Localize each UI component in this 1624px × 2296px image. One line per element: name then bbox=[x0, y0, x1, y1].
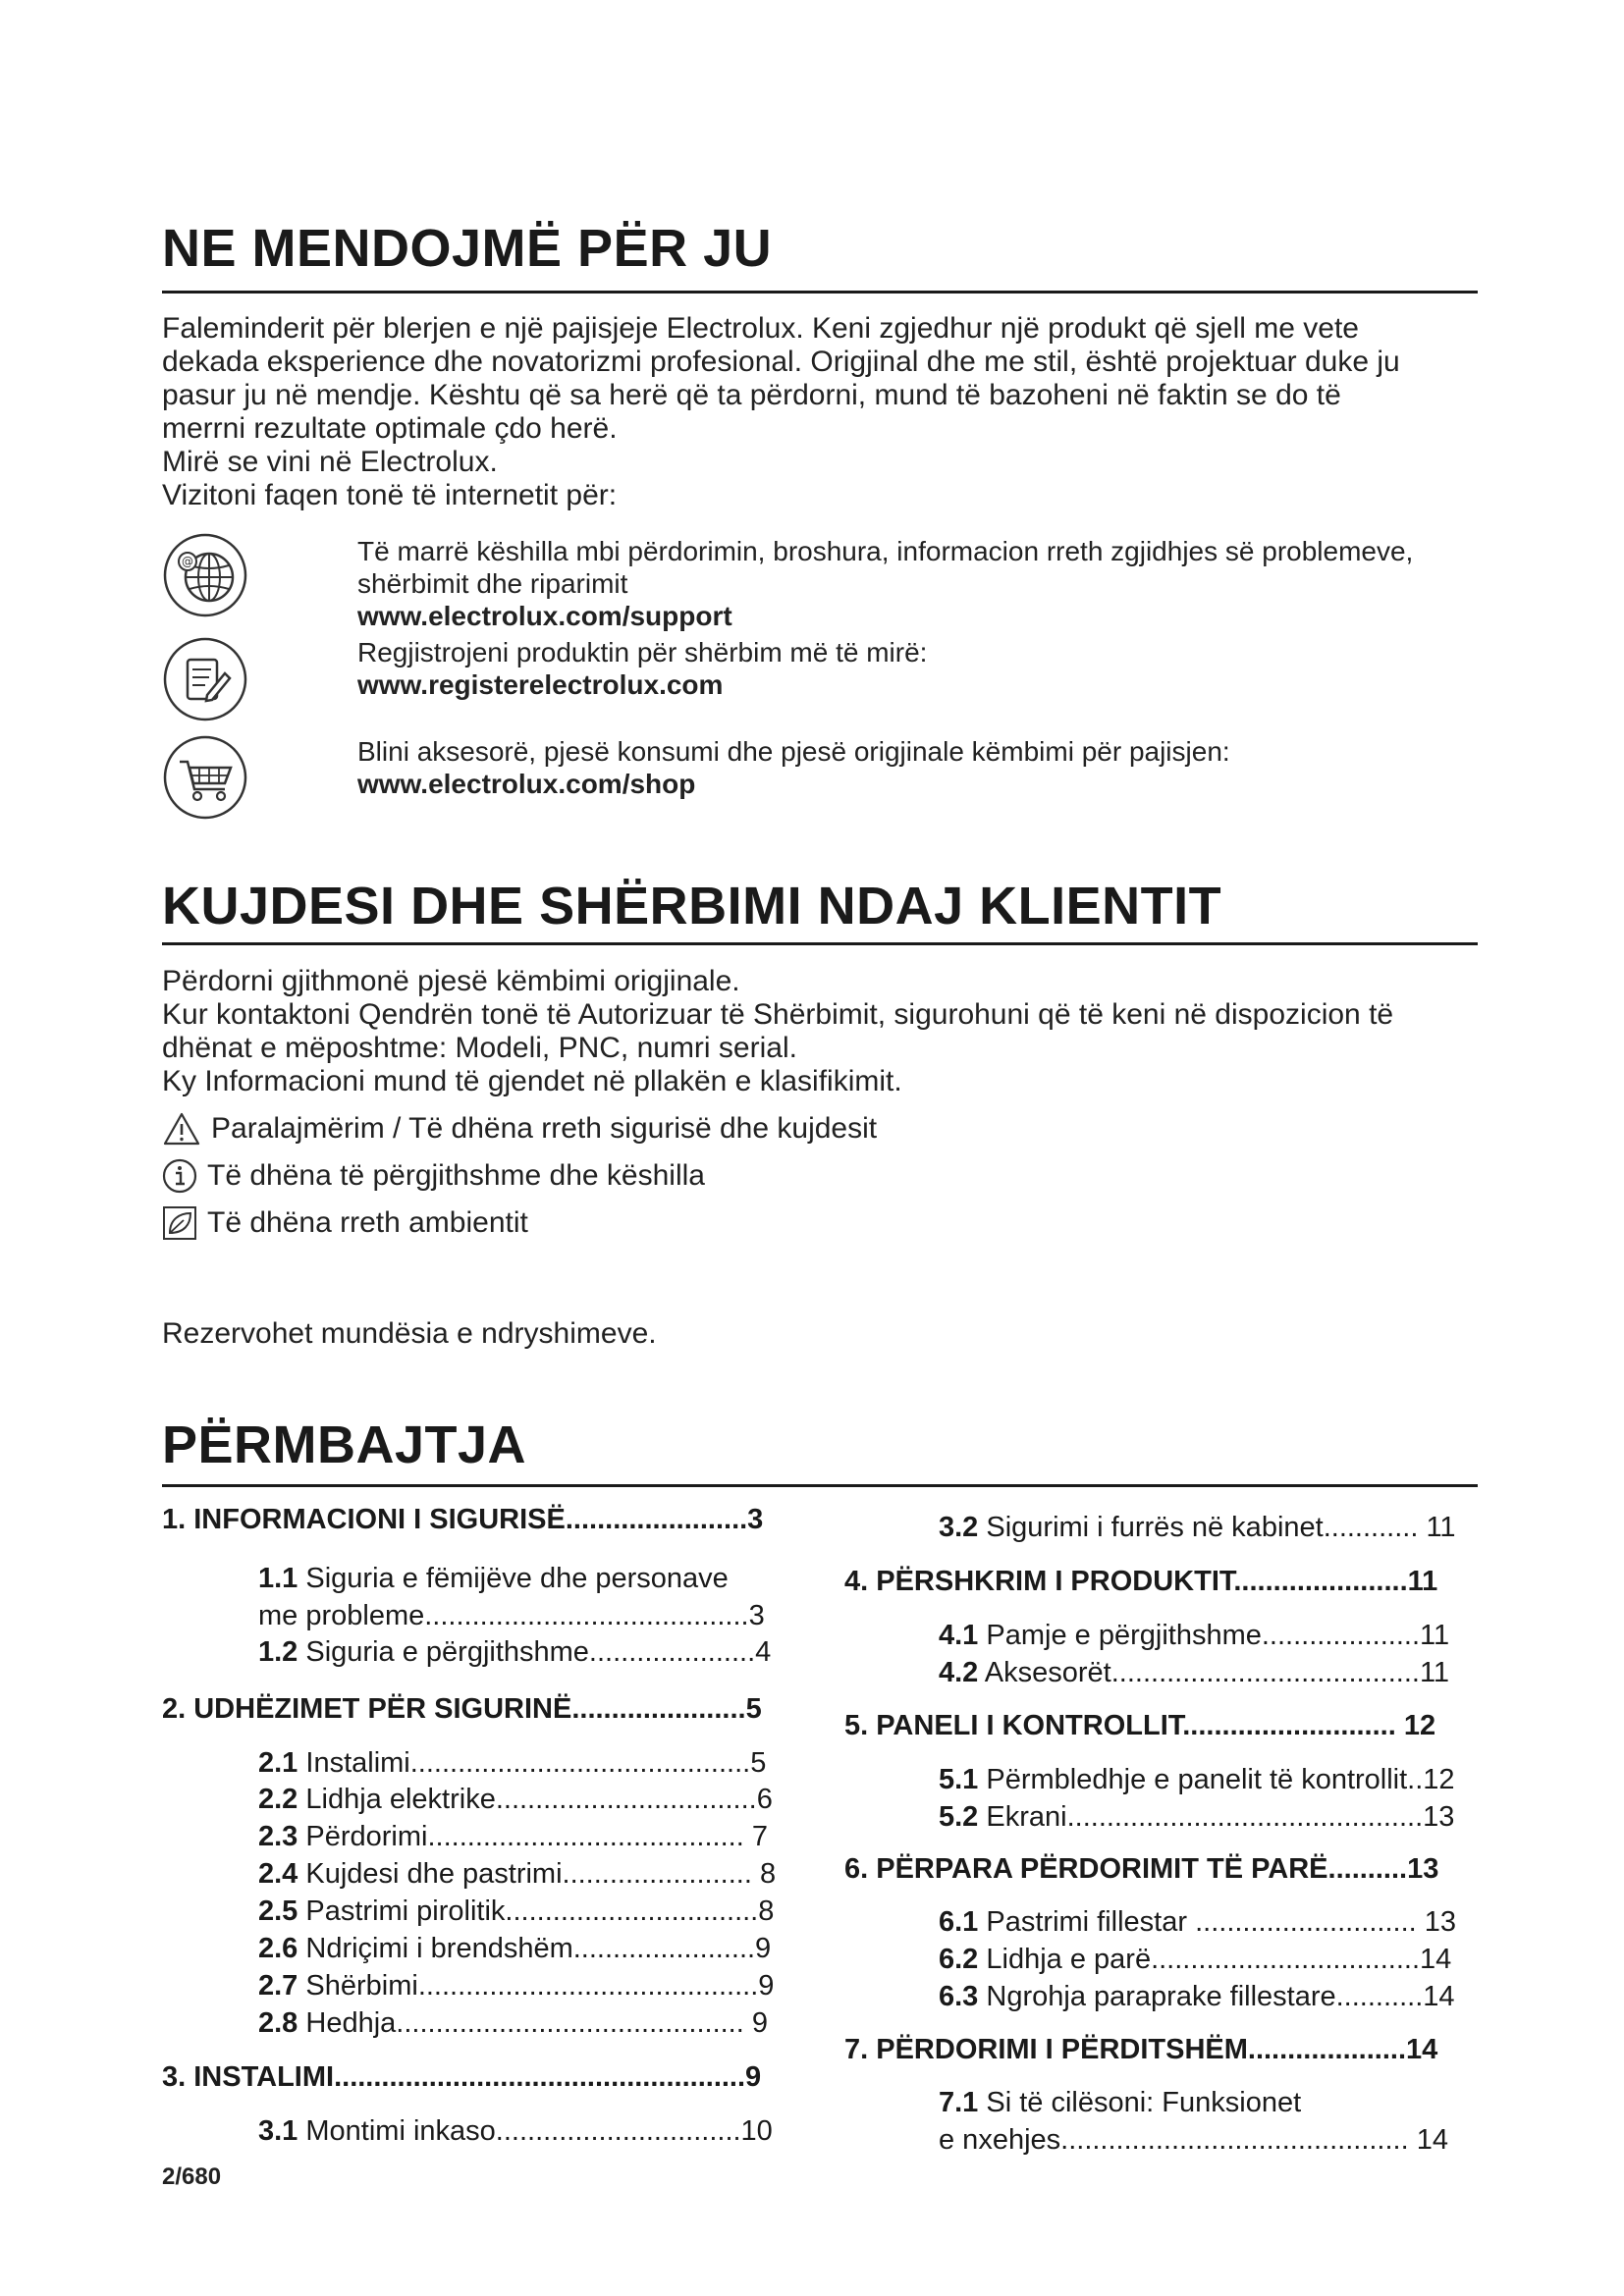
toc-item[interactable] bbox=[939, 1944, 1451, 1976]
toc-item-text: Përmbledhje e panelit të kontrollit..12 bbox=[978, 1764, 1455, 1795]
toc-item[interactable] bbox=[939, 1512, 1456, 1544]
toc-item-text: Pastrimi fillestar ............................ 13 bbox=[978, 1906, 1456, 1938]
toc-item-number: 2.4 bbox=[258, 1858, 298, 1890]
toc-item[interactable] bbox=[258, 1896, 774, 1928]
toc-item[interactable] bbox=[258, 2115, 773, 2148]
toc-item-number: 4.1 bbox=[939, 1620, 979, 1651]
toc-item[interactable] bbox=[258, 2007, 768, 2040]
changes-note-text: Rezervohet mundësia e ndryshimeve. bbox=[162, 1317, 657, 1350]
toc-heading[interactable]: 4. PËRSHKRIM I PRODUKTIT......................11 bbox=[844, 1566, 1438, 1597]
toc-item-number: 7.1 bbox=[939, 2087, 979, 2118]
toc-item-number: 2.7 bbox=[258, 1970, 298, 2002]
toc-item-text: Ngrohja paraprake fillestare...........14 bbox=[978, 1981, 1455, 2012]
toc-item[interactable] bbox=[939, 1801, 1454, 1834]
shopping-cart-icon bbox=[162, 734, 248, 821]
toc-item-number: 2.2 bbox=[258, 1784, 298, 1815]
toc-item-number: 6.1 bbox=[939, 1906, 979, 1938]
service-line: dhënat e mëposhtme: Modeli, PNC, numri serial. bbox=[162, 1032, 797, 1064]
toc-item-continuation[interactable]: e nxehjes............................................ 14 bbox=[939, 2124, 1448, 2156]
toc-item-text: Montimi inkaso...............................10 bbox=[298, 2115, 773, 2147]
toc-item-number: 3.2 bbox=[939, 1512, 979, 1543]
service-line: Ky Informacioni mund të gjendet në pllakën e klasifikimit. bbox=[162, 1065, 902, 1097]
toc-item-text: Sigurimi i furrës në kabinet............ 11 bbox=[978, 1512, 1456, 1543]
legend-text: Paralajmërim / Të dhëna rreth sigurisë dhe kujdesit bbox=[211, 1112, 878, 1145]
legend-text: Të dhëna rreth ambientit bbox=[207, 1206, 528, 1239]
visit-register bbox=[357, 636, 927, 701]
toc-item-text: Siguria e përgjithshme.....................4 bbox=[298, 1636, 772, 1668]
toc-item-number: 6.3 bbox=[939, 1981, 979, 2012]
intro-line: Mirë se vini në Electrolux. bbox=[162, 446, 498, 478]
toc-heading[interactable]: 3. INSTALIMI....................................................9 bbox=[162, 2061, 762, 2093]
service-line: Përdorni gjithmonë pjesë këmbimi origjinale. bbox=[162, 965, 740, 997]
toc-item-text: Shërbimi...........................................9 bbox=[298, 1970, 775, 2002]
toc-item-text: Si të cilësoni: Funksionet bbox=[978, 2087, 1302, 2118]
toc-item-text: Pamje e përgjithshme....................11 bbox=[978, 1620, 1450, 1651]
toc-item-number: 3.1 bbox=[258, 2115, 298, 2147]
toc-item-number: 2.3 bbox=[258, 1821, 298, 1852]
toc-item-number: 2.1 bbox=[258, 1747, 298, 1779]
toc-item-text: Përdorimi........................................ 7 bbox=[298, 1821, 768, 1852]
toc-item-number: 5.2 bbox=[939, 1801, 979, 1833]
visit-line: shërbimit dhe riparimit bbox=[357, 568, 628, 599]
toc-heading[interactable]: 6. PËRPARA PËRDORIMIT TË PARË..........13 bbox=[844, 1853, 1439, 1885]
register-link[interactable]: www.registerelectrolux.com bbox=[357, 669, 724, 700]
toc-item[interactable] bbox=[258, 1933, 771, 1965]
visit-line: Blini aksesorë, pjesë konsumi dhe pjesë origjinale këmbimi për pajisjen: bbox=[357, 736, 1230, 767]
title-rule bbox=[162, 1484, 1478, 1487]
visit-line: Regjistrojeni produktin për shërbim më të mirë: bbox=[357, 637, 928, 667]
toc-heading[interactable]: 1. INFORMACIONI I SIGURISË.......................3 bbox=[162, 1504, 764, 1535]
support-link[interactable]: www.electrolux.com/support bbox=[357, 601, 732, 631]
globe-icon bbox=[162, 532, 248, 618]
toc-item[interactable] bbox=[939, 1906, 1456, 1939]
shop-link[interactable]: www.electrolux.com/shop bbox=[357, 769, 696, 799]
toc-item[interactable] bbox=[258, 1747, 766, 1780]
toc-item-text: Siguria e fëmijëve dhe personave bbox=[298, 1563, 729, 1594]
intro-line: pasur ju në mendje. Kështu që sa herë që ta përdorni, mund të bazoheni në faktin se do të bbox=[162, 379, 1341, 411]
toc-item-text: Instalimi...........................................5 bbox=[298, 1747, 767, 1779]
toc-item-number: 5.1 bbox=[939, 1764, 979, 1795]
section-title-customer-care: KUJDESI DHE SHËRBIMI NDAJ KLIENTIT bbox=[162, 877, 1222, 935]
toc-item-text: Pastrimi pirolitik................................8 bbox=[298, 1896, 775, 1927]
toc-item-number: 6.2 bbox=[939, 1944, 979, 1975]
legend-environment bbox=[162, 1205, 528, 1241]
toc-heading[interactable]: 2. UDHËZIMET PËR SIGURINË......................5 bbox=[162, 1693, 762, 1725]
changes-note bbox=[162, 1317, 1478, 1351]
page-number: 2/680 bbox=[162, 2163, 222, 2190]
intro-line: Vizitoni faqen tonë të internetit për: bbox=[162, 479, 618, 511]
toc-item[interactable] bbox=[258, 1563, 729, 1595]
toc-item-text: Lidhja elektrike.................................6 bbox=[298, 1784, 773, 1815]
toc-item[interactable] bbox=[258, 1970, 774, 2002]
warning-icon bbox=[162, 1111, 201, 1147]
toc-item-text: Hedhja............................................ 9 bbox=[298, 2007, 768, 2039]
toc-item[interactable] bbox=[258, 1858, 776, 1891]
visit-line: Të marrë këshilla mbi përdorimin, broshura, informacion rreth zgjidhjes së problemeve, bbox=[357, 536, 1414, 566]
toc-item[interactable] bbox=[258, 1784, 773, 1816]
toc-item-continuation[interactable]: me probleme.........................................3 bbox=[258, 1600, 765, 1631]
info-icon bbox=[162, 1158, 197, 1194]
toc-item-number: 2.8 bbox=[258, 2007, 298, 2039]
toc-item[interactable] bbox=[939, 1620, 1449, 1652]
toc-heading[interactable]: 7. PËRDORIMI I PËRDITSHËM....................14 bbox=[844, 2034, 1438, 2065]
toc-item[interactable] bbox=[939, 1657, 1449, 1689]
intro-line: dekada eksperience dhe novatorizmi profesional. Origjinal dhe me stil, është projektuar duke ju bbox=[162, 346, 1400, 378]
service-line: Kur kontaktoni Qendrën tonë të Autorizuar të Shërbimit, sigurohuni që të keni në dispozicion të bbox=[162, 998, 1394, 1031]
legend-text: Të dhëna të përgjithshme dhe këshilla bbox=[207, 1159, 705, 1192]
toc-item-number: 2.5 bbox=[258, 1896, 298, 1927]
toc-item[interactable] bbox=[939, 2087, 1301, 2119]
toc-item-text: Aksesorët.......................................11 bbox=[978, 1657, 1450, 1688]
section-title-contents: PËRMBAJTJA bbox=[162, 1415, 527, 1474]
section-title-thinking-of-you: NE MENDOJMË PËR JU bbox=[162, 219, 773, 278]
register-icon bbox=[162, 636, 248, 722]
toc-item-text: Ekrani.............................................13 bbox=[978, 1801, 1455, 1833]
title-rule bbox=[162, 291, 1478, 294]
toc-item[interactable] bbox=[939, 1764, 1455, 1796]
svg-text:@: @ bbox=[182, 555, 193, 568]
service-paragraph bbox=[162, 965, 1478, 1098]
toc-heading[interactable]: 5. PANELI I KONTROLLIT........................... 12 bbox=[844, 1710, 1436, 1741]
toc-item[interactable] bbox=[939, 1981, 1455, 2013]
intro-line: Faleminderit për blerjen e një pajisjeje Electrolux. Keni zgjedhur një produkt që sjell me vete bbox=[162, 312, 1359, 345]
toc-item-text: Kujdesi dhe pastrimi........................ 8 bbox=[298, 1858, 777, 1890]
legend-info bbox=[162, 1158, 705, 1194]
toc-item[interactable] bbox=[258, 1821, 768, 1853]
intro-paragraph bbox=[162, 312, 1478, 512]
toc-item-number: 1.1 bbox=[258, 1563, 298, 1594]
toc-item-text: Ndriçimi i brendshëm.......................9 bbox=[298, 1933, 772, 1964]
intro-line: merrni rezultate optimale çdo herë. bbox=[162, 412, 618, 445]
toc-item[interactable] bbox=[258, 1636, 771, 1669]
visit-support bbox=[357, 535, 1413, 632]
toc-item-text: Lidhja e parë..................................14 bbox=[978, 1944, 1452, 1975]
visit-shop bbox=[357, 735, 1230, 800]
toc-item-number: 2.6 bbox=[258, 1933, 298, 1964]
legend-warning bbox=[162, 1111, 877, 1147]
toc-item-number: 4.2 bbox=[939, 1657, 979, 1688]
toc-item-number: 1.2 bbox=[258, 1636, 298, 1668]
environment-icon bbox=[162, 1205, 197, 1241]
title-rule bbox=[162, 942, 1478, 945]
